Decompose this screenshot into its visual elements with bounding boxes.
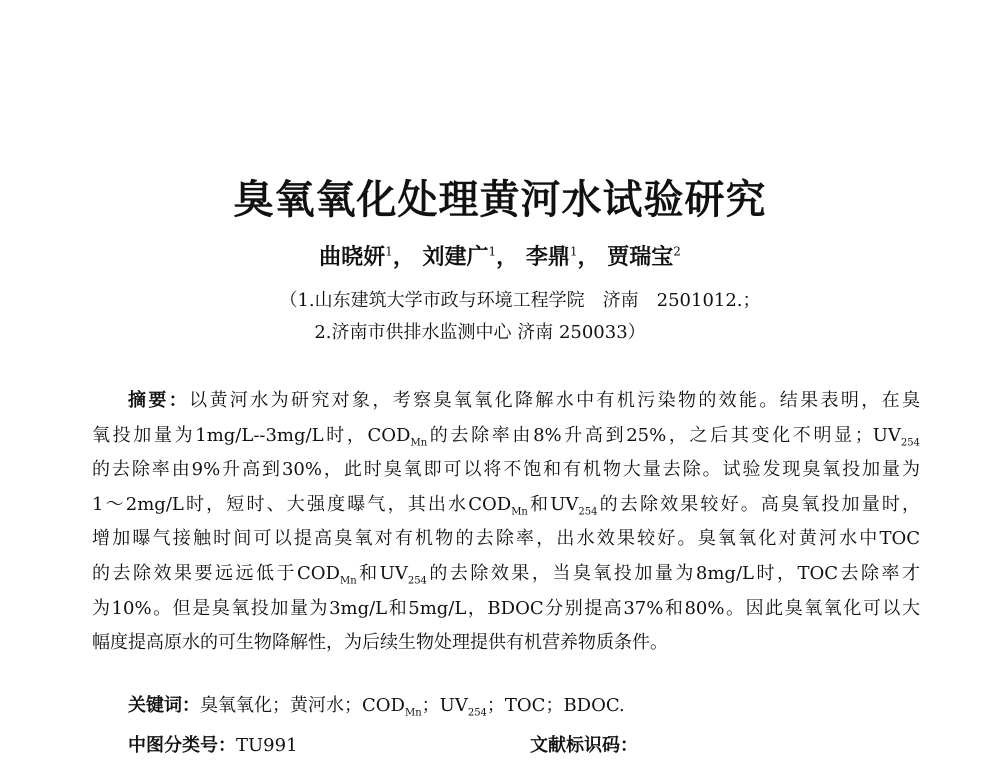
abstract-label: 摘要： bbox=[128, 390, 190, 411]
author-name: 贾瑞宝 bbox=[607, 244, 674, 270]
clc-value: TU991 bbox=[236, 735, 298, 756]
document-code bbox=[530, 731, 638, 757]
abstract-text: 1～2mg/L时，短时、大强度曝气，其出水COD bbox=[92, 493, 512, 515]
abstract-line bbox=[92, 557, 920, 592]
subscript: Mn bbox=[339, 575, 357, 587]
clc-label: 中图分类号： bbox=[128, 735, 236, 756]
abstract-line bbox=[92, 522, 920, 557]
subscript: 254 bbox=[900, 437, 921, 449]
author-separator: ， bbox=[577, 244, 600, 270]
clc-number bbox=[128, 731, 298, 757]
paper-title: 臭氧氧化处理黄河水试验研究 bbox=[233, 176, 767, 223]
abstract-line bbox=[92, 384, 920, 419]
abstract-line bbox=[92, 488, 920, 523]
author-affiliation-mark: 1 bbox=[569, 244, 578, 259]
abstract-text: 为10%。但是臭氧投加量为3mg/L和5mg/L，BDOC分别提高37%和80%。因此臭氧氧化可以大 bbox=[92, 597, 920, 619]
author-affiliation-mark: 2 bbox=[673, 244, 681, 259]
author-separator: ， bbox=[392, 244, 415, 270]
abstract-text: 和UV bbox=[527, 493, 579, 515]
abstract-line bbox=[92, 419, 920, 454]
keywords-text: ；TOC；BDOC. bbox=[486, 695, 625, 716]
affiliation-line-1: （1.山东建筑大学市政与环境工程学院 济南 2501012.； bbox=[279, 290, 761, 311]
abstract-line bbox=[92, 626, 920, 661]
subscript: 254 bbox=[407, 575, 427, 587]
abstract-text: 以黄河水为研究对象，考察臭氧氧化降解水中有机污染物的效能。结果表明，在臭 bbox=[189, 390, 921, 411]
abstract-text: 的去除率由8%升高到25%，之后其变化不明显；UV bbox=[427, 424, 901, 446]
abstract-text: 幅度提高原水的可生物降解性，为后续生物处理提供有机营养物质条件。 bbox=[92, 632, 668, 654]
author-name: 曲晓妍 bbox=[319, 244, 386, 270]
abstract bbox=[92, 384, 920, 661]
abstract-line bbox=[92, 453, 920, 488]
author-name: 刘建广 bbox=[422, 244, 489, 270]
abstract-text: 和UV bbox=[356, 562, 408, 584]
abstract-text: 的去除效果较好。高臭氧投加量时， bbox=[597, 493, 921, 515]
abstract-line bbox=[92, 592, 920, 627]
keywords-label: 关键词： bbox=[128, 695, 200, 716]
author-separator: ， bbox=[496, 244, 519, 270]
affiliation-line-2: 2.济南市供排水监测中心 济南 250033） bbox=[314, 322, 646, 343]
keywords-text: 臭氧氧化；黄河水；COD bbox=[200, 695, 405, 716]
abstract-text: 增加曝气接触时间可以提高臭氧对有机物的去除率，出水效果较好。臭氧氧化对黄河水中TOC bbox=[92, 528, 920, 550]
subscript: 254 bbox=[578, 506, 598, 518]
abstract-text: 的去除率由9%升高到30%，此时臭氧即可以将不饱和有机物大量去除。试验发现臭氧投加量为 bbox=[92, 459, 920, 481]
document-code-label: 文献标识码： bbox=[530, 735, 638, 756]
author-affiliation-mark: 1 bbox=[385, 244, 393, 259]
subscript: Mn bbox=[404, 707, 422, 719]
author-affiliation-mark: 1 bbox=[488, 244, 497, 259]
abstract-text: 的去除效果，当臭氧投加量为8mg/L时，TOC去除率才 bbox=[426, 562, 921, 584]
subscript: Mn bbox=[511, 506, 528, 518]
keywords-text: ；UV bbox=[421, 695, 468, 716]
author-name: 李鼎 bbox=[525, 244, 570, 270]
subscript: Mn bbox=[410, 437, 428, 449]
abstract-text: 氧投加量为1mg/L--3mg/L时，COD bbox=[92, 424, 411, 446]
keywords bbox=[128, 691, 625, 717]
abstract-text: 的去除效果要远远低于COD bbox=[92, 562, 340, 584]
author-list bbox=[0, 240, 1000, 271]
subscript: 254 bbox=[467, 707, 487, 719]
